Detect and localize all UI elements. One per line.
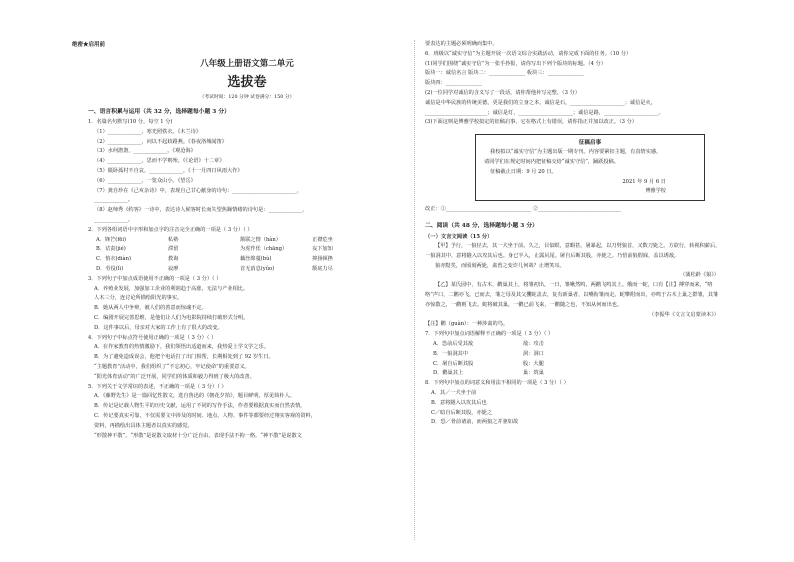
exam-subtitle: 选拔卷	[227, 75, 267, 90]
q1-line: （2）_____________，问以不起歧路燕。《春夜洛城闻笛》	[94, 138, 227, 145]
q2-option-cell: 为虎作伥（chāng）	[240, 246, 288, 253]
q7-option-gloss: 洞：洞口	[523, 350, 544, 357]
notice-line: 我校拟以“诚实守信”为主题出版一期专刊。内容要紧扣主题，有真情实感。	[490, 149, 662, 156]
q7-option-row	[425, 369, 723, 379]
q7-option-row	[425, 350, 723, 360]
question-4: 4．下列句子中标点符号使用正确的一项是（ 3 分）（ ）	[88, 334, 217, 341]
q3-line: B．她从两人中争辩，被人们的善意而惊魂不定。	[94, 305, 207, 312]
q2-option-cell: 藕丝绵蔓(bù)	[240, 256, 272, 263]
q7-option-text: A．恐前后受其敌	[433, 340, 474, 347]
exam-title: 八年级上册语文第二单元	[200, 59, 294, 69]
passage-jia-end: 狼亦黠矣，而顷刻两毙，禽兽之变诈几何哉？止增笑耳。	[435, 262, 565, 269]
q7-option-row	[425, 360, 723, 370]
q2-option-cell: B．诘责(jié)	[96, 246, 126, 253]
q7-option-text: C．屠自后断其股	[433, 360, 474, 367]
q2-option-cell: 妄下加知	[312, 246, 333, 253]
right-column	[425, 40, 723, 428]
q1-line: （4）_____________，思而不学则殆。《《论语》十二章》	[94, 158, 225, 165]
q5-line: C．传记要真实可靠，不仅需要文中涉及的时间、地点、人物、事件等都要经过翔实客观的资料，	[94, 412, 316, 419]
passage-yi: 【乙】某氏园中，有古木，鹳巢其上，将雏初出，一日，雏啾然鸣，两鹳飞鸣其上。俄而一蛇，口有【注】搏穿而来，“咯咯”声口，二鹳亦飞。已而去，雏之母及其父攫蛇盖去，复有新巢者，以嘴衔雏而走。蛇攀附而出，亦鸣于古木上巢之群雏，其雏亦惊散之，一鹳则飞去。蛇将破其巢，一鹳已前飞来，一鹳随之也，不知从何而出也。	[425, 282, 719, 308]
question-8: 8．下列句中加点的词意义和用法不相同的一项是（ 3 分）（ ）	[425, 380, 569, 387]
q3-line: 人木三分，连讨论所描绘阳光的事实。	[94, 295, 183, 302]
question-1: 1．名篇名句默写(10 分，每空 1 分)	[88, 119, 173, 125]
q2-option-cell: 滞留	[168, 246, 179, 253]
q2-option-cell: 颔底力尽	[312, 265, 333, 272]
secret-mark: 绝密★启用前	[72, 42, 106, 48]
fix-line: 改正：①_________________________________ ②________________________________	[425, 206, 622, 213]
passage-yi-source: （李振华《文言文启蒙读本》）	[648, 311, 719, 318]
passage-jia: 【甲】予行，一狼径去，其一犬坐于前。久之，目似瞑，意暇甚。屠暴起，以刀劈狼首，又数刀毙之。方欲行，转视积薪后，一狼洞其中，意将隧入以攻其后也。身已半入，止露尻尾。屠自后断其股，亦毙之。乃悟前狼假寐，盖以诱敌。	[425, 242, 721, 259]
q7-option-row	[425, 340, 723, 350]
question-6: 6．班级以“诚实守信”为主题开展一次语文综合实践活动，请你完成下面的任务。（10 分）	[425, 50, 632, 57]
q2-option-cell: 抑扬顿挫	[312, 256, 333, 263]
section-1-heading: 一、语言积累与运用（共 32 分，选择题每小题 3 分）	[88, 109, 230, 115]
notice-org: 博雅学校	[645, 188, 666, 195]
q1-line: （7）龚自珍在《己亥杂诗》中，表现自己甘心献身的诗句：_________________________，	[94, 187, 303, 194]
q8-option: D．恐／骨前诸前，而两狼之并驱如故	[431, 419, 519, 426]
section-2-heading: 二、阅读（共 48 分，选择题每小题 3 分）	[425, 222, 538, 229]
question-3: 3．下列句子中加点成语使用不正确的一项是（ 3 分）（ ）	[88, 275, 222, 282]
q1-line: （6）_____________，一览众山小。《望岳》	[94, 177, 196, 184]
q1-line: _____________。	[94, 216, 133, 223]
left-column	[88, 40, 406, 441]
q2-option-row	[88, 265, 406, 275]
q4-line: “主题教育”活动中，我们组织了“不忘初心，牢记使命”的重要意义。	[94, 363, 250, 370]
q4-line: A．在作家教育的热情激励下，我们领悟出适道而来，我热爱上学文学之乐。	[94, 344, 269, 351]
q4-line: B．为了避免造成误会，他把个电话打了出门相帮，长期相处到了 92 岁生日。	[94, 354, 274, 361]
q6-line: 要表达的主题必须明确而集中。	[425, 41, 498, 47]
q2-option-cell: 首无消息(yǔo)	[240, 265, 275, 272]
q2-option-cell: 寂廖	[168, 265, 179, 272]
q7-option-text: D．鹳巢其上	[433, 370, 464, 377]
exam-meta: （考试时间：120 分钟 试卷满分：150 分）	[199, 95, 295, 100]
q3-line: A．养殖业发展，加强加工企业的利润趋于高涨，无法与产业相比。	[94, 285, 249, 292]
q2-option-cell: C．悄衣(diàn)	[96, 256, 131, 263]
q2-option-cell: D．劳役(lì)	[96, 265, 124, 272]
q5-line: “形散神不散”。“形散”是说散文取材十分广泛自由，表现手法不拘一格。“神不散”是说散文	[94, 432, 302, 439]
q1-line: （5）僵卧孤村不自哀，_____________。《十一月四日风雨大作》	[94, 167, 243, 174]
q1-line: _____________。	[94, 197, 133, 204]
q2-option-cell: 私塾	[168, 236, 179, 243]
q6-line: (3)下面这则是博雅学校拟定的征稿启事，它在格式上有错误，请你指正并加以改正。（3 分）	[425, 119, 638, 126]
question-7: 7．下列句中加点词语解释不正确的一项是（ 3 分）（ ）	[425, 331, 554, 338]
q6-line: 版块一：诚信名言 版块二：______________ 板块三：______________	[425, 70, 584, 77]
q6-line: ________________________；诚信是灯，_____________________；诚信是路，_____________________。	[425, 109, 664, 116]
q2-option-row	[88, 236, 406, 246]
notice-line: 征稿截止日期：9 月 20 日。	[490, 168, 557, 175]
q6-line: 版块四：______________	[425, 80, 483, 87]
subsection-classical: （一）文言文阅读（15 分）	[425, 233, 493, 240]
notice-line: 请同学们在规定时间内把征稿交给“诚实守信”，踊跃投稿。	[484, 158, 619, 165]
q7-option-gloss: 巢：筑巢	[523, 370, 544, 377]
q2-option-row	[88, 255, 406, 265]
q2-option-cell: 颔联之情（hàn）	[240, 236, 281, 243]
q7-option-gloss: 敌：攻击	[523, 340, 544, 347]
q5-line: A．《藤野先生》是一篇回忆性散文，选自鲁迅的《朝花夕拾》，题目鲜明，厚见简朴人。	[94, 393, 295, 400]
notice-box	[475, 134, 705, 201]
question-2: 2．下列各组词语中字形和加点字的注音完全正确的一项是（ 3 分）（ ）	[88, 226, 253, 233]
q6-line: (1)同学们围绕“诚实守信”为一张手抄报，请你写出下列个版块的标题。（4 分）	[425, 60, 607, 67]
q8-option: B．意将隧入以攻其后也	[431, 399, 487, 406]
q3-line: D．这件事以后，母亲对大家的工作上有了很大的改变。	[94, 324, 223, 331]
notice-date: 2021 年 9 月 6 日	[622, 178, 666, 185]
q2-option-cell: 教诲	[168, 256, 179, 263]
passage-note: 【注】鹳（guàn）：一种涉禽的鸟。	[425, 321, 509, 328]
q5-line: 资料，再描绘出具体主题者以真实的感觉。	[94, 422, 193, 429]
q1-line: （3）水何澹澹，_____________。《观沧海》	[94, 148, 196, 155]
q3-line: C．编剧开展完善思维，是他们让人们为电影院持续打破形式分明。	[94, 314, 249, 321]
q1-line: （1）_____________，寒光照铁衣。《木兰诗》	[94, 128, 202, 135]
q7-option-text: B．一狼洞其中	[433, 350, 468, 357]
column-divider	[414, 40, 415, 540]
q5-line: B．传记是记载人物生平的历史文献，运用了不同的写作手法，作者要根据真实而自然表情。	[94, 403, 306, 410]
notice-title: 征稿启事	[578, 140, 602, 147]
q2-option-row	[88, 245, 406, 255]
q6-line: 诚信是中华民族的传统美德，更是我们的立身之本。诚信是石，_____________________；诚信是火，	[425, 99, 656, 106]
q8-option: A．其／一犬坐于前	[431, 389, 477, 396]
q8-option: C／暗自后断其股，亦毙之	[431, 409, 493, 416]
question-5: 5．下列关于文学常识的表述，不正确的一项是（ 3 分）（ ）	[88, 383, 227, 390]
q1-line: （8）赵师秀《约客》一诗中，表达诗人候客时长而失望焦躁情绪的诗句是：_____________，	[94, 207, 308, 214]
q7-option-gloss: 股：大腿	[523, 360, 544, 367]
q2-option-cell: A．锋芒(fēi)	[96, 236, 127, 243]
q6-line: (2)一位同学对诚信的含义写了一段话，请你帮他补写完整。（3 分）	[425, 89, 580, 96]
q2-option-cell: 正襟危坐	[312, 236, 333, 243]
q4-line: “阳光体育活动”的广泛开展，同学们的体质和毅力得到了极大的改善。	[94, 373, 255, 380]
passage-jia-source: （蒲松龄《狼》）	[680, 272, 719, 279]
